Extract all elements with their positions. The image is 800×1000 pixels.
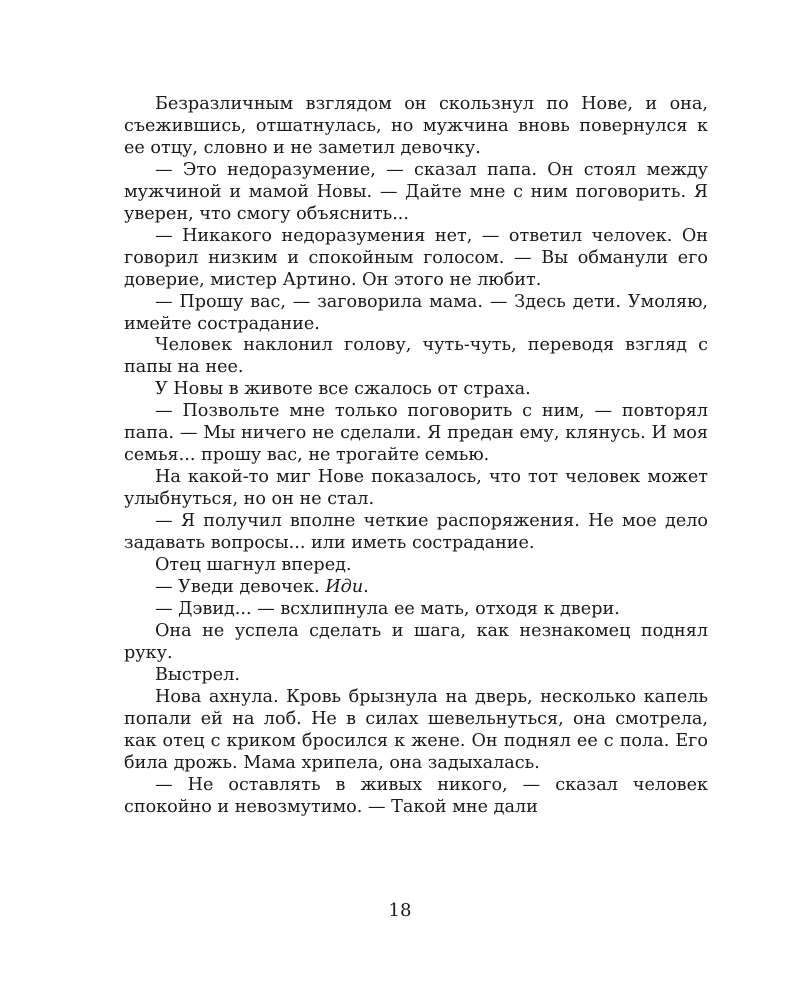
body-text (124, 94, 708, 818)
paragraph: — Не оставлять в живых никого, — сказал человек спокойно и невозмутимо. — Такой мне дали (124, 774, 708, 817)
paragraph: — Никакого недоразумения нет, — ответил челоvек. Он говорил низким и спокойным голосом. — Вы обманули его доверие, мистер Артино. Он этого не любит. (124, 225, 708, 290)
paragraph: Человек наклонил голову, чуть-чуть, переводя взгляд с папы на нее. (124, 335, 708, 378)
paragraph (124, 577, 708, 599)
paragraph: — Позвольте мне только поговорить с ним, — повторял папа. — Мы ничего не сделали. Я предан ему, клянусь. И моя семья... прошу вас, не трогайте семью. (124, 401, 708, 466)
paragraph-text: . (363, 576, 369, 597)
paragraph: У Новы в животе все сжалось от страха. (155, 379, 531, 400)
paragraph: — Дэвид... — всхлипнула ее мать, отходя к двери. (155, 598, 620, 619)
paragraph: Безразличным взглядом он скользнул по Нове, и она, съежившись, отшатнулась, но мужчина вновь повернулся к ее отцу, словно и не заметил девочку. (124, 94, 708, 158)
paragraph: На какой-то миг Нове показалось, что тот человек может улыбнуться, но он не стал. (124, 467, 708, 510)
paragraph: — Прошу вас, — заговорила мама. — Здесь дети. Умоляю, имейте сострадание. (124, 291, 708, 334)
paragraph-text: — Уведи девочек. (155, 576, 326, 597)
paragraph: — Это недоразумение, — сказал папа. Он стоял между мужчиной и мамой Новы. — Дайте мне с ним поговорить. Я уверен, что смогу объяснить... (124, 159, 708, 224)
paragraph: — Я получил вполне четкие распоряжения. Не мое дело задавать вопросы... или иметь сострадание. (124, 511, 708, 554)
paragraph: Она не успела сделать и шага, как незнакомец поднял руку. (124, 620, 708, 663)
paragraph: Выстрел. (155, 664, 240, 685)
paragraph: Отец шагнул вперед. (155, 555, 352, 576)
paragraph: Нова ахнула. Кровь брызнула на дверь, несколько капель попали ей на лоб. Не в силах шевельнуться, она смотрела, как отец с криком бросился к жене. Он поднял ее с пола. Его била дрожь. Мама хрипела, она задыхалась. (124, 686, 708, 773)
page-number: 18 (388, 900, 412, 921)
italic-emphasis: Иди (325, 576, 364, 597)
